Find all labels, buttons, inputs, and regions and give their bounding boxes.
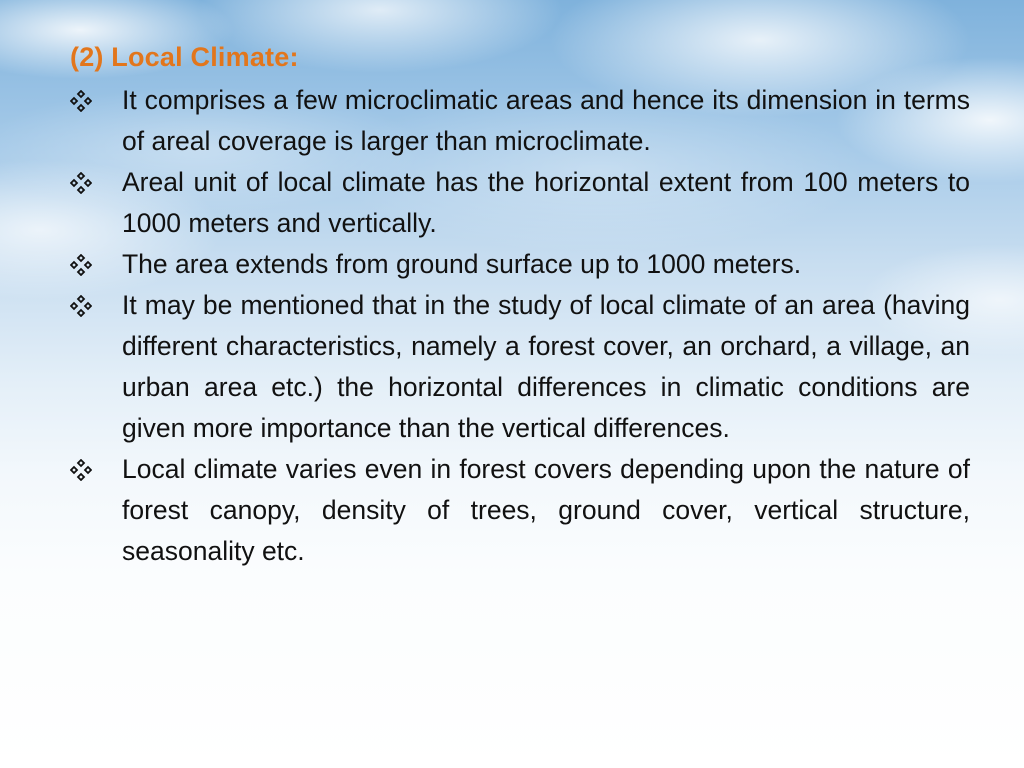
bullet-item bbox=[70, 285, 970, 449]
bullet-list bbox=[70, 80, 970, 572]
bullet-text: Local climate varies even in forest covers depending upon the nature of forest canopy, density of trees, ground cover, vertical structure, seasonality etc. bbox=[122, 454, 970, 566]
four-diamond-bullet-icon bbox=[70, 80, 106, 121]
bullet-text: It may be mentioned that in the study of local climate of an area (having different characteristics, namely a forest cover, an orchard, a village, an urban area etc.) the horizontal differences in climatic conditions are given more importance than the vertical differences. bbox=[122, 290, 970, 443]
four-diamond-bullet-icon bbox=[70, 285, 106, 326]
four-diamond-bullet-icon bbox=[70, 244, 106, 285]
bullet-text: The area extends from ground surface up to 1000 meters. bbox=[122, 249, 802, 279]
bullet-item bbox=[70, 449, 970, 572]
bullet-item bbox=[70, 80, 970, 162]
bullet-text: It comprises a few microclimatic areas and hence its dimension in terms of areal coverage is larger than microclimate. bbox=[122, 85, 970, 156]
bullet-item bbox=[70, 244, 970, 285]
bullet-text: Areal unit of local climate has the horizontal extent from 100 meters to 1000 meters and vertically. bbox=[122, 167, 970, 238]
four-diamond-bullet-icon bbox=[70, 162, 106, 203]
slide-heading: (2) Local Climate: bbox=[70, 42, 299, 72]
four-diamond-bullet-icon bbox=[70, 449, 106, 490]
bullet-item bbox=[70, 162, 970, 244]
